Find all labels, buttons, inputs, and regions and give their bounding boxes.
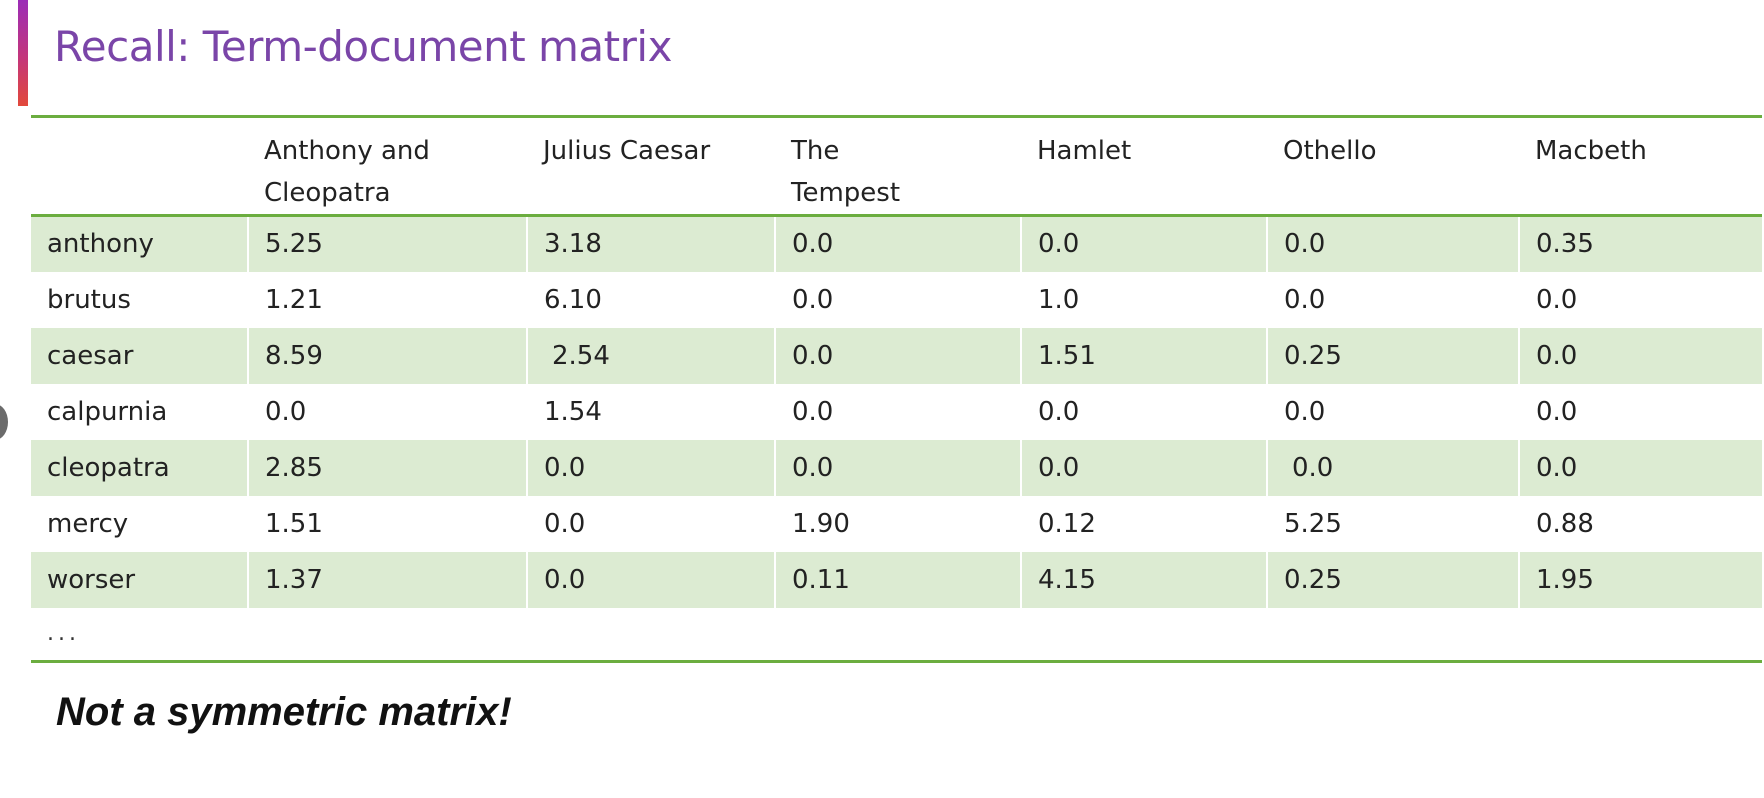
value-cell: 0.0 [527, 440, 775, 496]
table-row [31, 384, 1762, 440]
table-ellipsis-row [31, 608, 1762, 662]
table-row [31, 272, 1762, 328]
value-cell: 4.15 [1021, 552, 1267, 608]
value-cell: 2.54 [527, 328, 775, 384]
value-cell: 5.25 [248, 216, 527, 272]
term-cell: cleopatra [31, 440, 248, 496]
term-cell: caesar [31, 328, 248, 384]
value-cell: 0.12 [1021, 496, 1267, 552]
header-cell-macbeth: Macbeth [1535, 136, 1647, 166]
table-header-row [31, 117, 1762, 216]
header-cell-corner [31, 117, 248, 216]
table-row [31, 496, 1762, 552]
term-cell: mercy [47, 508, 129, 539]
term-document-matrix [31, 115, 1762, 663]
header-cell-julius-caesar: Julius Caesar [543, 136, 711, 166]
value-cell: 0.0 [1519, 384, 1762, 440]
table-row [31, 216, 1762, 272]
table-row [31, 552, 1762, 608]
value-cell: 1.37 [248, 552, 527, 608]
header-cell-the-tempest: The Tempest [791, 136, 901, 208]
value-cell: 0.0 [775, 272, 1021, 328]
value-cell: 0.0 [1519, 272, 1762, 328]
value-cell: 1.0 [1021, 272, 1267, 328]
value-cell: 1.51 [248, 496, 527, 552]
header-cell-hamlet: Hamlet [1037, 136, 1132, 166]
value-cell: 3.18 [527, 216, 775, 272]
table-row [31, 440, 1762, 496]
value-cell: 0.88 [1519, 496, 1762, 552]
value-cell: 1.95 [1519, 552, 1762, 608]
value-cell: 0.0 [1021, 440, 1267, 496]
slide-title: Recall: Term-document matrix [54, 22, 672, 71]
value-cell: 0.0 [527, 496, 775, 552]
value-cell: 0.0 [1021, 384, 1267, 440]
value-cell: 0.25 [1267, 552, 1519, 608]
value-cell: 0.0 [775, 216, 1021, 272]
value-cell: 0.0 [775, 384, 1021, 440]
value-cell: 0.0 [775, 328, 1021, 384]
value-cell: 0.0 [1519, 440, 1762, 496]
value-cell: 6.10 [527, 272, 775, 328]
value-cell: 8.59 [248, 328, 527, 384]
value-cell: 1.90 [775, 496, 1021, 552]
term-document-table-container [31, 115, 1762, 663]
value-cell: 0.0 [527, 552, 775, 608]
table-row [31, 328, 1762, 384]
ellipsis-text: ... [47, 621, 80, 647]
matrix-note: Not a symmetric matrix! [56, 690, 512, 734]
header-cell-anthony-and-cleopatra: Anthony and Cleopatra [264, 136, 430, 208]
term-cell: worser [31, 552, 248, 608]
value-cell: 0.0 [248, 384, 527, 440]
title-accent-bar [18, 0, 28, 106]
value-cell: 0.0 [1267, 216, 1519, 272]
value-cell: 1.54 [527, 384, 775, 440]
slide-nav-handle[interactable] [0, 404, 8, 440]
value-cell: 0.0 [1267, 440, 1519, 496]
value-cell: 2.85 [248, 440, 527, 496]
value-cell: 1.51 [1021, 328, 1267, 384]
term-cell: anthony [31, 216, 248, 272]
value-cell: 0.35 [1519, 216, 1762, 272]
value-cell: 0.0 [1021, 216, 1267, 272]
value-cell: 1.21 [248, 272, 527, 328]
term-cell: brutus [47, 284, 131, 315]
value-cell: 0.0 [1519, 328, 1762, 384]
value-cell: 0.25 [1267, 328, 1519, 384]
value-cell: 0.0 [775, 440, 1021, 496]
value-cell: 0.0 [1267, 272, 1519, 328]
term-cell: calpurnia [47, 396, 168, 427]
header-cell-othello: Othello [1283, 136, 1377, 166]
value-cell: 5.25 [1267, 496, 1519, 552]
value-cell: 0.0 [1267, 384, 1519, 440]
value-cell: 0.11 [775, 552, 1021, 608]
